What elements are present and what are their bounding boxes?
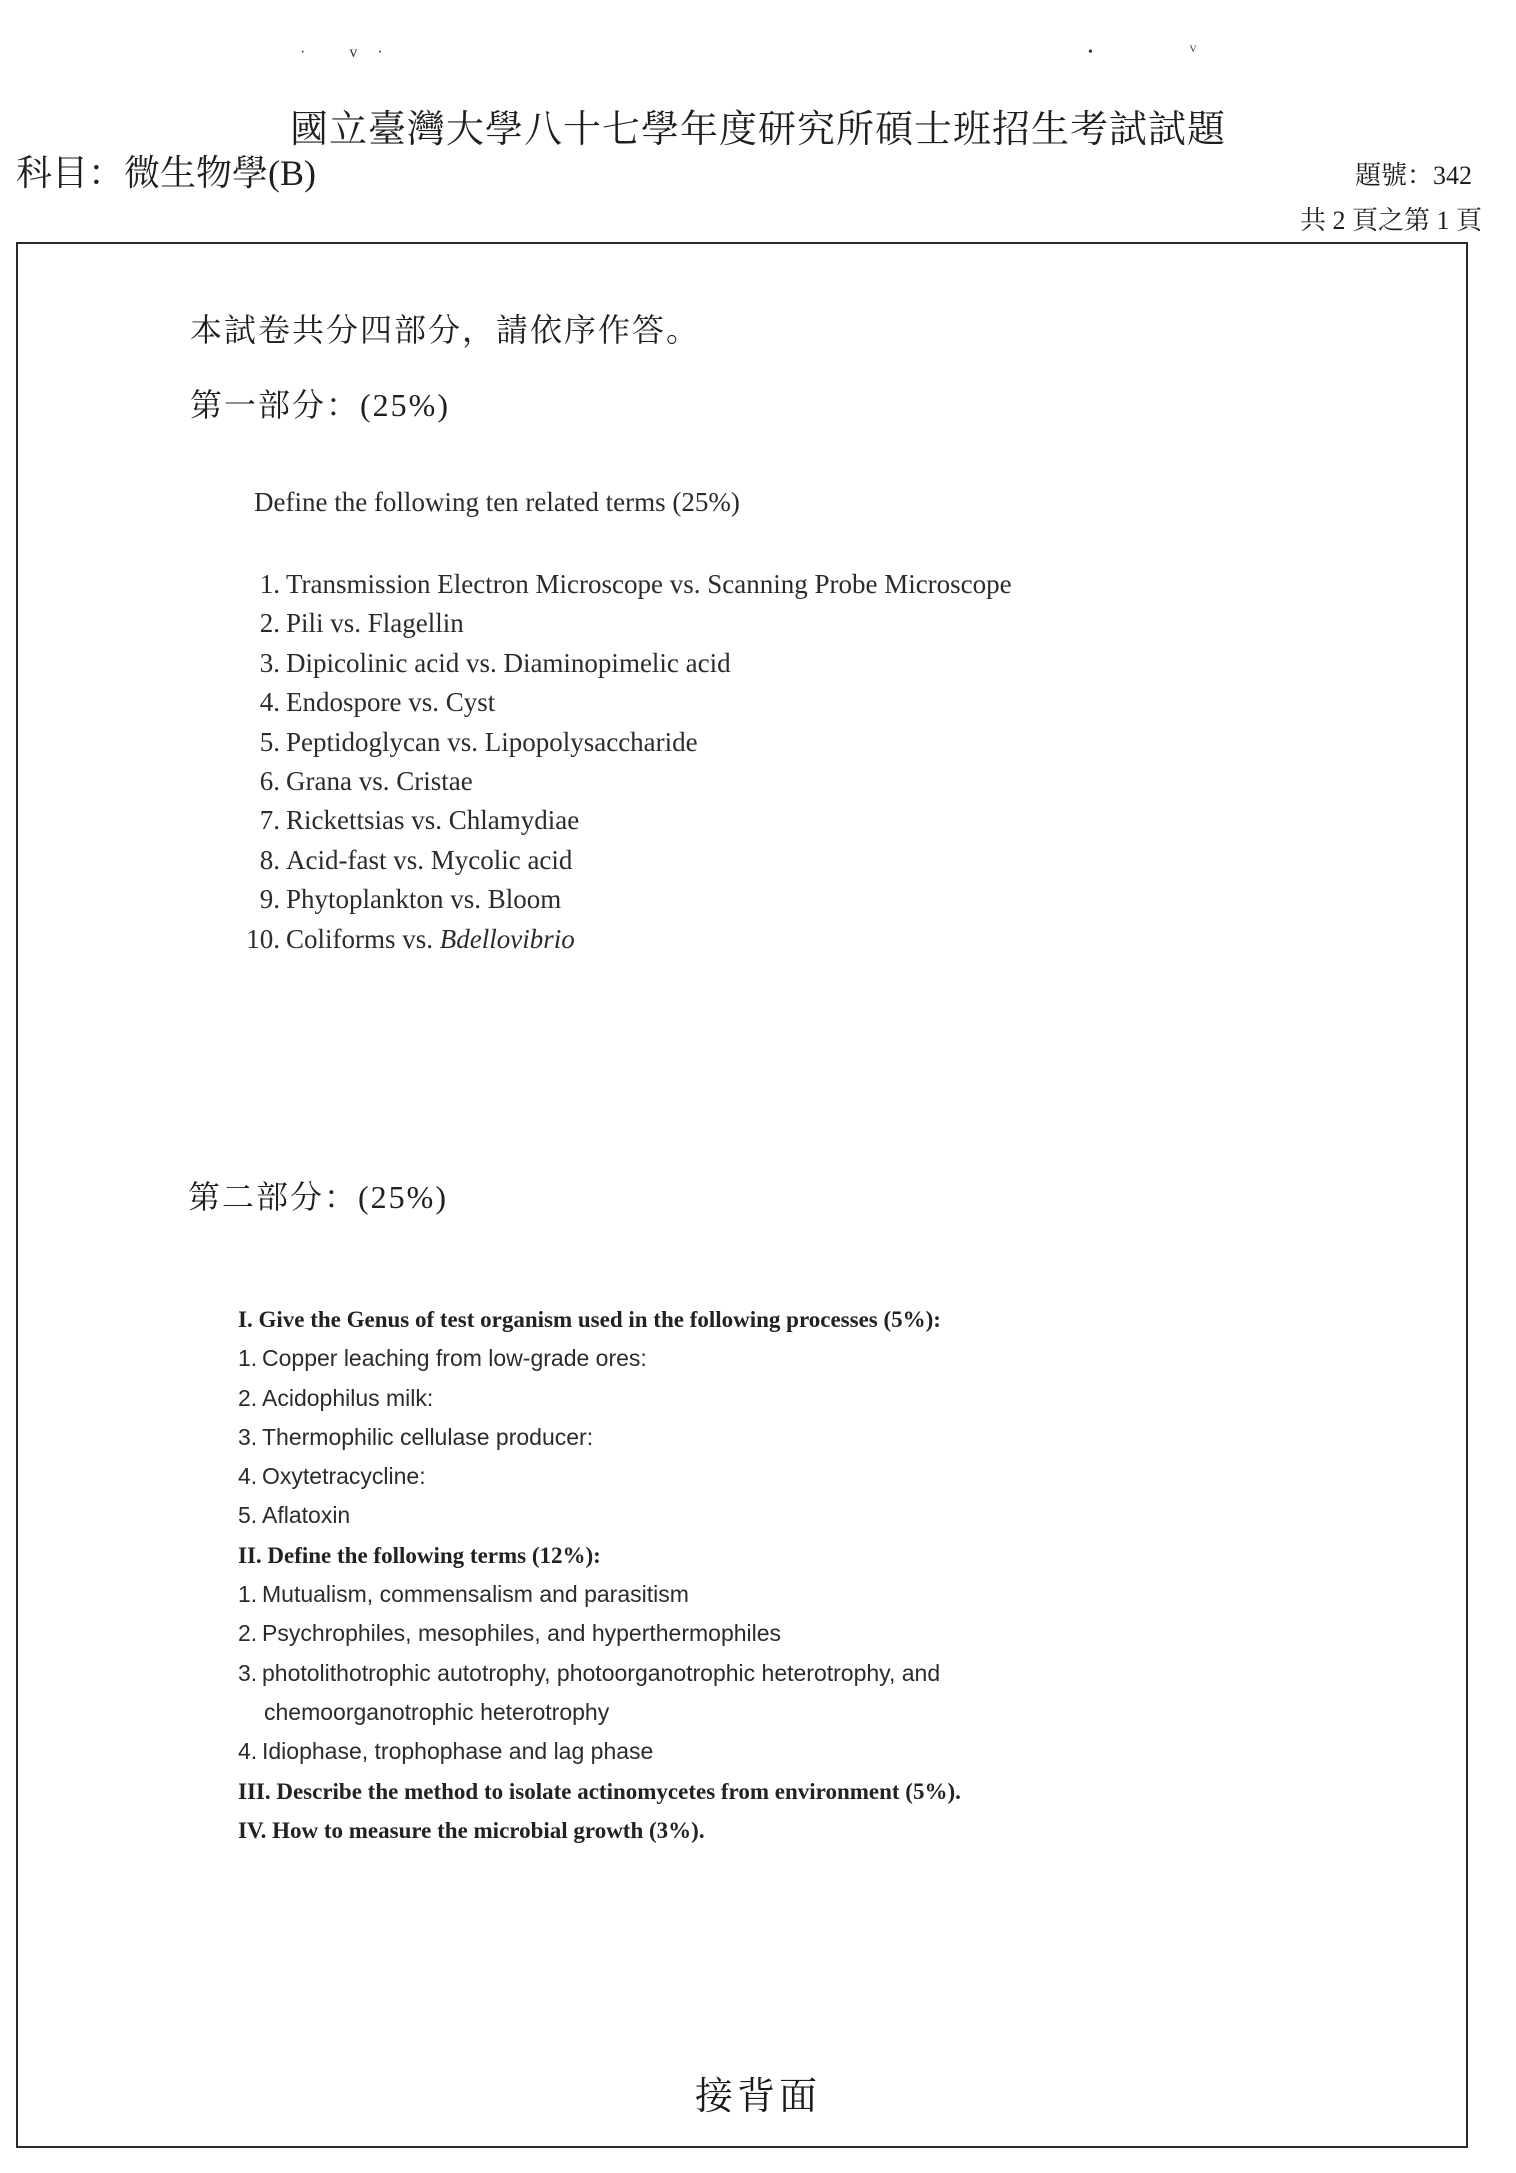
item-number: 4.	[259, 687, 280, 718]
exam-intro: 本試卷共分四部分，請依序作答。	[190, 312, 701, 348]
item-text: Oxytetracycline:	[262, 1463, 426, 1490]
part1-term-list	[236, 565, 1012, 959]
item-text: Rickettsias vs. Chlamydiae	[286, 805, 580, 836]
part2-heading: 第二部分：(25%)	[188, 1179, 448, 1215]
list-item	[236, 723, 1012, 762]
item-number: 7.	[259, 805, 280, 836]
list-item	[236, 801, 1012, 840]
scan-specks: · v·	[300, 44, 403, 61]
item-number: 5.	[259, 726, 280, 757]
part2-content	[238, 1300, 961, 1850]
item-text: Idiophase, trophophase and lag phase	[262, 1738, 654, 1765]
list-item	[236, 604, 1012, 643]
item-number: 4.	[238, 1738, 258, 1765]
item-text: Copper leaching from low-grade ores:	[262, 1345, 647, 1372]
item-text: Phytoplankton vs. Bloom	[286, 884, 562, 915]
list-item	[238, 1457, 961, 1496]
list-item	[236, 644, 1012, 683]
item-number: 3.	[259, 647, 280, 678]
part1-instruction: Define the following ten related terms (25%)	[254, 487, 740, 517]
item-number: 1.	[238, 1345, 258, 1372]
item-number: 9.	[259, 884, 280, 915]
item-number: 1.	[259, 569, 280, 599]
item-text: chemoorganotrophic heterotrophy	[264, 1698, 610, 1725]
list-item	[238, 1654, 961, 1693]
item-number: 2.	[238, 1620, 258, 1647]
item-number: 3.	[238, 1423, 258, 1450]
item-text: Dipicolinic acid vs. Diaminopimelic acid	[286, 647, 731, 678]
item-text: Pili vs. Flagellin	[286, 608, 464, 639]
section-title: I. Give the Genus of test organism used in the following processes (5%):	[238, 1307, 941, 1332]
list-item-continuation	[238, 1693, 961, 1732]
list-item	[236, 762, 1012, 801]
list-item	[238, 1732, 961, 1771]
item-text: Peptidoglycan vs. Lipopolysaccharide	[286, 726, 698, 757]
item-text: Acidophilus milk:	[262, 1384, 434, 1411]
scan-specks-right: • ⱽ	[1088, 45, 1227, 60]
list-item	[238, 1496, 961, 1535]
item-text: Aflatoxin	[262, 1502, 351, 1529]
list-item	[236, 683, 1012, 722]
list-item	[238, 1575, 961, 1614]
continue-on-back: 接背面	[694, 2076, 821, 2118]
item-text: Coliforms vs.	[286, 923, 434, 954]
item-text: photolithotrophic autotrophy, photoorganotrophic heterotrophy, and	[262, 1659, 941, 1686]
exam-title: 國立臺灣大學八十七學年度研究所碩士班招生考試試題	[289, 109, 1226, 151]
list-item	[236, 841, 1012, 880]
item-text: Grana vs. Cristae	[286, 766, 473, 797]
item-number: 5.	[238, 1502, 258, 1529]
item-number: 6.	[259, 766, 280, 797]
subject-label: 科目：微生物學(B)	[16, 153, 316, 193]
list-item	[236, 920, 1012, 959]
page-info: 共 2 頁之第 1 頁	[1299, 206, 1482, 235]
item-text: Endospore vs. Cyst	[286, 687, 496, 718]
item-text: Psychrophiles, mesophiles, and hyperthermophiles	[262, 1620, 782, 1647]
section-title: II. Define the following terms (12%):	[238, 1542, 601, 1568]
item-number: 1.	[238, 1581, 258, 1608]
item-text: Acid-fast vs. Mycolic acid	[286, 844, 573, 875]
item-text: Mutualism, commensalism and parasitism	[262, 1581, 689, 1608]
list-item	[238, 1339, 961, 1378]
list-item	[238, 1418, 961, 1457]
section-title: IV. How to measure the microbial growth (3%).	[238, 1817, 705, 1843]
item-number: 8.	[259, 844, 280, 875]
question-number: 題號：342	[1354, 161, 1472, 190]
item-number: 2.	[259, 608, 280, 639]
list-item	[236, 565, 1012, 604]
item-number: 10.	[246, 923, 280, 954]
list-item	[238, 1379, 961, 1418]
section-title: III. Describe the method to isolate actinomycetes from environment (5%).	[238, 1778, 961, 1804]
item-text: Thermophilic cellulase producer:	[262, 1423, 594, 1450]
item-italic-genus: Bdellovibrio	[439, 923, 575, 954]
item-number: 2.	[238, 1384, 258, 1411]
item-number: 3.	[238, 1659, 258, 1686]
item-number: 4.	[238, 1463, 258, 1490]
item-text: Transmission Electron Microscope vs. Scanning Probe Microscope	[286, 569, 1012, 599]
part1-heading: 第一部分：(25%)	[190, 387, 450, 423]
list-item	[238, 1614, 961, 1653]
list-item	[236, 880, 1012, 919]
